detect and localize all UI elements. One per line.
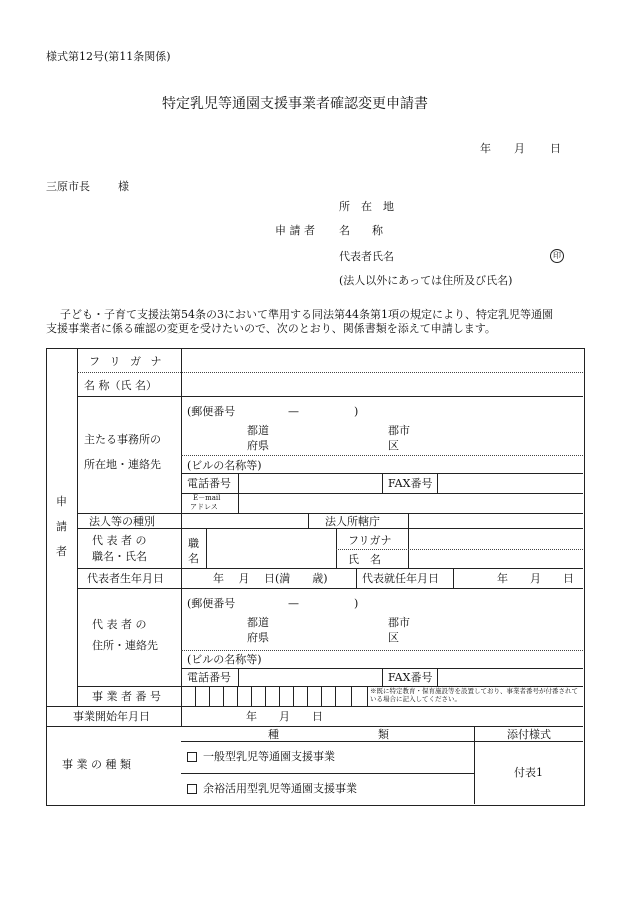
- tenure-label: 代表就任年月日: [362, 572, 439, 585]
- pref-label-1: 都道: [247, 424, 269, 437]
- col-kind-header: 種 類: [268, 728, 389, 741]
- applicant-name-label: 名 称: [339, 224, 383, 237]
- rep-name-label-cell: 氏 名: [348, 553, 381, 566]
- name-label: 名 称（氏 名）: [84, 379, 157, 392]
- biz-number-note: ※既に特定教育・保育施設等を設置しており、事業者番号が付番されている場合に記入してください。: [370, 687, 578, 703]
- address-label: 所 在 地: [339, 200, 394, 213]
- rep-addr-label-1: 代 表 者 の: [92, 618, 147, 631]
- side-label-2: 請: [56, 520, 67, 533]
- birth-value: 年 月 日(満 歳): [213, 572, 328, 585]
- email-label-2: アドレス: [190, 503, 218, 511]
- biz-type-label: 事 業 の 種 類: [62, 758, 131, 771]
- body-text-line-1: 子ども・子育て支援法第54条の3において準用する同法第44条第1項の規定により、特定乳児等通園: [60, 308, 553, 321]
- addressee-honorific: 様: [118, 180, 129, 193]
- rep-furigana-label: フリガナ: [348, 534, 392, 547]
- seal-mark: 印: [550, 249, 564, 263]
- rep-city-label-2: 区: [388, 631, 399, 644]
- date-month: 月: [514, 142, 525, 155]
- biz-number-label: 事 業 者 番 号: [92, 690, 161, 703]
- col-attach-header: 添付様式: [507, 728, 551, 741]
- city-label-1: 郡市: [388, 424, 410, 437]
- postal-dash: —: [288, 405, 299, 418]
- pref-label-2: 府県: [247, 439, 269, 452]
- tenure-value: 年 月 日: [497, 572, 574, 585]
- rep-name-label: 代表者氏名: [339, 250, 394, 263]
- attach-value: 付表1: [514, 766, 543, 779]
- rep-pref-label-1: 都道: [247, 616, 269, 629]
- rep-city-label-1: 郡市: [388, 616, 410, 629]
- office-label-1: 主たる事務所の: [84, 433, 161, 446]
- rep-addr-label-2: 住所・連絡先: [92, 639, 158, 652]
- form-number: 様式第12号(第11条関係): [46, 50, 171, 63]
- rep-pref-label-2: 府県: [247, 631, 269, 644]
- option-surplus-checkbox[interactable]: [187, 784, 197, 794]
- rep-postal-dash: —: [288, 597, 299, 610]
- corp-office-label: 法人所轄庁: [325, 515, 380, 528]
- rep-phone-label: 電話番号: [187, 671, 231, 684]
- option-surplus-label: 余裕活用型乳児等通園支援事業: [203, 782, 357, 795]
- job-label-2: 名: [188, 552, 199, 565]
- rep-label-2: 職名・氏名: [92, 550, 147, 563]
- rep-label-1: 代 表 者 の: [92, 534, 147, 547]
- office-label-2: 所在地・連絡先: [84, 458, 161, 471]
- email-label-1: E－mail: [193, 494, 221, 502]
- rep-fax-label: FAX番号: [388, 671, 433, 684]
- city-label-2: 区: [388, 439, 399, 452]
- rep-postal-label: (郵便番号: [187, 597, 236, 610]
- phone-label: 電話番号: [187, 477, 231, 490]
- side-label-3: 者: [56, 545, 67, 558]
- fax-label: FAX番号: [388, 477, 433, 490]
- page-title: 特定乳児等通園支援事業者確認変更申請書: [162, 96, 428, 112]
- birth-label: 代表者生年月日: [87, 572, 164, 585]
- rep-postal-close: ): [354, 597, 359, 610]
- side-label-1: 申: [56, 495, 67, 508]
- postal-close: ): [354, 405, 359, 418]
- date-year: 年: [480, 142, 491, 155]
- body-text-line-2: 支援事業者に係る確認の変更を受けたいので、次のとおり、関係書類を添えて申請します。: [46, 322, 496, 335]
- corp-type-label: 法人等の種別: [89, 515, 155, 528]
- start-date-label: 事業開始年月日: [73, 710, 150, 723]
- applicant-role-label: 申 請 者: [275, 224, 315, 237]
- furigana-label: フ リ ガ ナ: [89, 355, 165, 368]
- addressee-name: 三原市長: [46, 180, 90, 193]
- start-date-value: 年 月 日: [246, 710, 323, 723]
- date-day: 日: [550, 142, 561, 155]
- applicant-note: (法人以外にあっては住所及び氏名): [339, 274, 513, 287]
- rep-building-label: (ビルの名称等): [187, 653, 262, 666]
- option-general-checkbox[interactable]: [187, 752, 197, 762]
- job-label-1: 職: [188, 537, 199, 550]
- building-label: (ビルの名称等): [187, 459, 262, 472]
- postal-label: (郵便番号: [187, 405, 236, 418]
- option-general-label: 一般型乳児等通園支援事業: [203, 750, 335, 763]
